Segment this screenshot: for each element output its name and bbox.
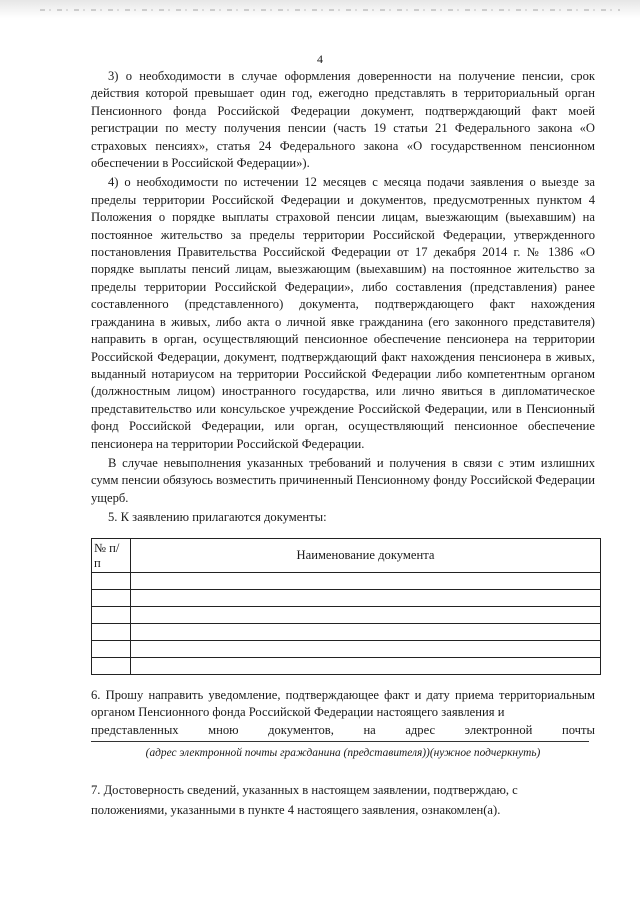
table-cell-number[interactable] — [92, 658, 131, 675]
column-header-number: № п/п — [92, 539, 131, 573]
email-field-caption: (адрес электронной почты гражданина (представителя))(нужное подчеркнуть) — [145, 747, 541, 759]
table-row — [92, 607, 601, 624]
table-cell-document-name[interactable] — [131, 624, 601, 641]
table-cell-number[interactable] — [92, 607, 131, 624]
item-6-word: документов, — [268, 722, 334, 737]
table-row — [92, 624, 601, 641]
item-6-word: адрес — [405, 722, 436, 737]
email-address-field[interactable] — [91, 741, 589, 742]
table-cell-document-name[interactable] — [131, 573, 601, 590]
page-number: 4 — [317, 52, 323, 66]
paragraph-obligation: В случае невыполнения указанных требований и получения в связи с этим излишних сумм пенсии обязуюсь возместить причиненный Пенсионному фонду Российской Федерации ущерб. — [91, 455, 595, 505]
column-header-document-name: Наименование документа — [131, 539, 601, 573]
paragraph-item-3: 3) о необходимости в случае оформления доверенности на получение пенсии, срок действия которой превышает один год, ежегодно представлять в территориальный орган Пенсионного фонда Российской Федерации документ, подтверждающий факт моей регистрации по месту получения пенсии (часть 19 статьи 21 Федерального закона «О страховых пенсиях», статья 24 Федерального закона «О государственном пенсионном обеспечении в Российской Федерации»). — [91, 69, 595, 171]
table-row — [92, 573, 601, 590]
table-row — [92, 641, 601, 658]
table-cell-number[interactable] — [92, 624, 131, 641]
item-6-word: на — [363, 722, 376, 737]
table-row — [92, 590, 601, 607]
item-6-last-line — [91, 722, 595, 739]
item-6-word: электронной — [464, 722, 533, 737]
item-6-notification-request — [91, 687, 595, 739]
paragraph-item-4: 4) о необходимости по истечении 12 месяцев с месяца подачи заявления о выезде за пределы территории Российской Федерации и документов, предусмотренных пунктом 4 Положения о порядке выплаты страховой пенсии лицам, выезжающим (выехавшим) на постоянное жительство за пределы территории Российской Федерации, утвержденного постановления Правительства Российской Федерации от 17 декабря 2014 г. № 1386 «О порядке выплаты пенсий лицам, выезжающим (выехавшим) на постоянное жительство за пределы территории Российской Федерации», либо составления (представления) ранее составленного (представленного) документа, подтверждающего факт нахождения гражданина в живых, либо акта о личной явке гражданина (его законного представителя) направить в орган, осуществляющий пенсионное обеспечение пенсионера на территории Российской Федерации, документ, подтверждающий факт нахождения пенсионера в живых, выданный нотариусом на территории Российской Федерации либо компетентным органом (должностным лицом) иностранного государства, или лично явиться в дипломатическое представительство или консульское учреждение Российской Федерации, или в Пенсионный фонд Российской Федерации, или орган, осуществляющий пенсионное обеспечение пенсионера на территории Российской Федерации. — [91, 175, 595, 451]
statement-body — [91, 68, 595, 527]
table-cell-number[interactable] — [92, 641, 131, 658]
item-5-label: 5. К заявлению прилагаются документы: — [108, 510, 327, 525]
documents-table — [91, 538, 601, 675]
table-cell-document-name[interactable] — [131, 641, 601, 658]
table-cell-document-name[interactable] — [131, 658, 601, 675]
item-6-word: мною — [208, 722, 239, 737]
table-row — [92, 658, 601, 675]
table-cell-document-name[interactable] — [131, 590, 601, 607]
table-header-row — [92, 539, 601, 573]
table-cell-document-name[interactable] — [131, 607, 601, 624]
item-6-word: почты — [561, 722, 595, 737]
item-7-confirmation: 7. Достоверность сведений, указанных в настоящем заявлении, подтверждаю, с положениями, указанными в пункте 4 настоящего заявления, ознакомлен(а). — [91, 783, 518, 817]
item-6-text: 6. Прошу направить уведомление, подтверждающее факт и дату приема территориальным органом Пенсионного фонда Российской Федерации настоящего заявления и — [91, 688, 595, 720]
table-cell-number[interactable] — [92, 573, 131, 590]
table-cell-number[interactable] — [92, 590, 131, 607]
item-6-word: представленных — [91, 722, 179, 737]
scan-artifact-strip — [0, 0, 640, 18]
